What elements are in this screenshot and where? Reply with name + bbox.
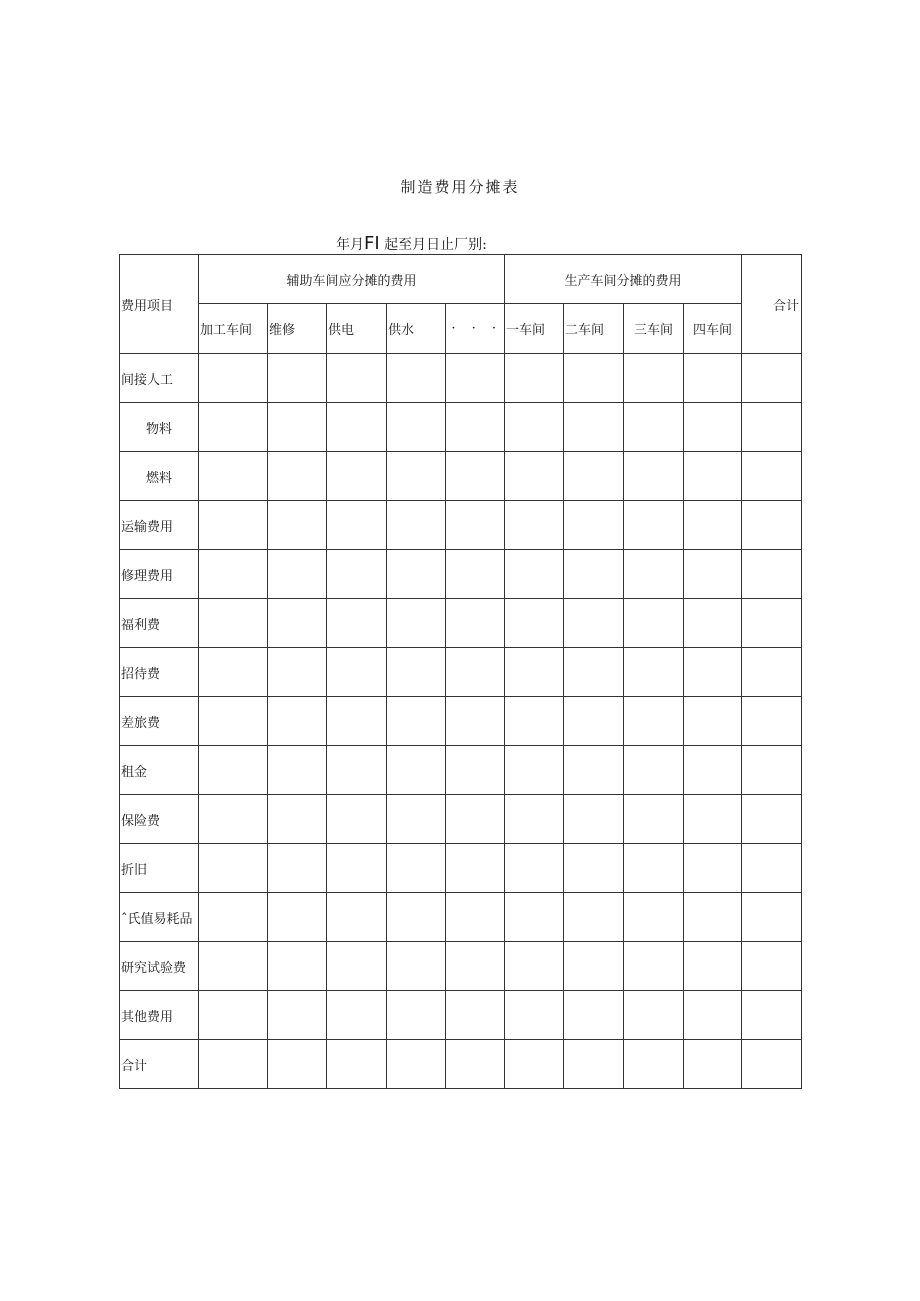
table-cell (505, 844, 564, 893)
table-cell (327, 403, 387, 452)
row-label: 保险费 (120, 795, 199, 844)
table-row (120, 599, 802, 648)
table-cell (742, 844, 802, 893)
table-cell (268, 599, 327, 648)
table-row (120, 1040, 802, 1089)
table-cell (268, 354, 327, 403)
table-cell (684, 697, 742, 746)
table-cell (268, 403, 327, 452)
table-cell (199, 550, 268, 599)
table-row (120, 354, 802, 403)
table-row (120, 403, 802, 452)
table-cell (327, 991, 387, 1040)
date-factory-line (336, 233, 487, 254)
header-prod-col: 二车间 (564, 304, 624, 354)
table-cell (564, 599, 624, 648)
table-cell (742, 991, 802, 1040)
header-prod-col: 一车间 (505, 304, 564, 354)
row-label: 其他费用 (120, 991, 199, 1040)
table-cell (684, 648, 742, 697)
row-label: 差旅费 (120, 697, 199, 746)
table-cell (684, 746, 742, 795)
table-cell (742, 354, 802, 403)
table-cell (327, 1040, 387, 1089)
table-cell (268, 501, 327, 550)
table-cell (624, 501, 684, 550)
table-cell (446, 354, 505, 403)
table-cell (199, 844, 268, 893)
table-cell (624, 550, 684, 599)
table-cell (327, 697, 387, 746)
table-cell (268, 1040, 327, 1089)
table-cell (327, 550, 387, 599)
table-cell (446, 746, 505, 795)
table-cell (564, 648, 624, 697)
table-cell (199, 648, 268, 697)
table-cell (327, 648, 387, 697)
table-cell (624, 893, 684, 942)
table-cell (387, 354, 446, 403)
table-cell (505, 991, 564, 1040)
table-cell (684, 844, 742, 893)
table-cell (742, 452, 802, 501)
table-cell (684, 991, 742, 1040)
header-aux-col: · · · (446, 304, 505, 354)
table-cell (505, 942, 564, 991)
table-cell (387, 1040, 446, 1089)
document-title: 制造费用分摊表 (400, 178, 520, 196)
table-cell (446, 795, 505, 844)
table-row (120, 550, 802, 599)
table-cell (684, 452, 742, 501)
table-cell (199, 991, 268, 1040)
table-cell (446, 697, 505, 746)
table-cell (684, 599, 742, 648)
table-cell (564, 403, 624, 452)
table-cell (387, 942, 446, 991)
table-row (120, 991, 802, 1040)
table-row (120, 844, 802, 893)
table-cell (387, 648, 446, 697)
table-cell (327, 844, 387, 893)
row-label: 间接人工 (120, 354, 199, 403)
table-cell (199, 501, 268, 550)
table-cell (564, 452, 624, 501)
table-cell (268, 550, 327, 599)
table-cell (564, 550, 624, 599)
table-cell (446, 648, 505, 697)
table-cell (268, 697, 327, 746)
table-row (120, 452, 802, 501)
table-cell (564, 795, 624, 844)
table-cell (624, 599, 684, 648)
row-label: 租金 (120, 746, 199, 795)
table-cell (268, 942, 327, 991)
table-cell (684, 403, 742, 452)
row-label: ˆ氏值易耗品 (120, 893, 199, 942)
table-cell (624, 942, 684, 991)
table-cell (199, 697, 268, 746)
table-cell (327, 501, 387, 550)
table-cell (505, 354, 564, 403)
table-cell (268, 746, 327, 795)
table-cell (446, 844, 505, 893)
table-cell (684, 942, 742, 991)
table-cell (742, 697, 802, 746)
header-aux-col: 供电 (327, 304, 387, 354)
table-row (120, 795, 802, 844)
table-cell (327, 893, 387, 942)
table-cell (268, 844, 327, 893)
table-cell (387, 893, 446, 942)
header-aux-col: 加工车间 (199, 304, 268, 354)
table-cell (505, 697, 564, 746)
table-cell (742, 1040, 802, 1089)
table-cell (327, 452, 387, 501)
table-row (120, 746, 802, 795)
row-label: 福利费 (120, 599, 199, 648)
table-cell (387, 844, 446, 893)
table-cell (742, 795, 802, 844)
row-label: 合计 (120, 1040, 199, 1089)
table-cell (505, 893, 564, 942)
table-cell (199, 893, 268, 942)
table-cell (199, 452, 268, 501)
table-cell (624, 452, 684, 501)
date-suffix: 起至月日止厂别: (384, 237, 487, 253)
table-row (120, 893, 802, 942)
row-label: 物料 (120, 403, 199, 452)
header-item: 费用项目 (120, 255, 199, 354)
table-row (120, 501, 802, 550)
table-cell (268, 893, 327, 942)
row-label: 研究试验费 (120, 942, 199, 991)
row-label: 运输费用 (120, 501, 199, 550)
table-row (120, 648, 802, 697)
table-cell (564, 501, 624, 550)
table-cell (624, 697, 684, 746)
table-cell (742, 501, 802, 550)
table-cell (564, 354, 624, 403)
table-cell (564, 746, 624, 795)
table-row (120, 942, 802, 991)
header-aux-col: 供水 (387, 304, 446, 354)
table-cell (564, 942, 624, 991)
table-cell (327, 599, 387, 648)
date-mark: FI (364, 233, 380, 254)
header-prod-col: 四车间 (684, 304, 742, 354)
table-cell (387, 697, 446, 746)
table-cell (742, 746, 802, 795)
table-cell (684, 1040, 742, 1089)
table-cell (446, 893, 505, 942)
table-cell (742, 893, 802, 942)
table-cell (505, 599, 564, 648)
table-cell (446, 550, 505, 599)
row-label: 招待费 (120, 648, 199, 697)
table-cell (387, 452, 446, 501)
table-cell (446, 501, 505, 550)
table-cell (564, 1040, 624, 1089)
header-aux-group: 辅助车间应分摊的费用 (199, 255, 505, 304)
table-cell (624, 844, 684, 893)
header-prod-col: 三车间 (624, 304, 684, 354)
table-cell (505, 795, 564, 844)
table-cell (199, 599, 268, 648)
table-cell (446, 599, 505, 648)
table-cell (387, 403, 446, 452)
table-cell (199, 942, 268, 991)
table-cell (505, 403, 564, 452)
table-cell (624, 1040, 684, 1089)
table-cell (446, 403, 505, 452)
table-cell (684, 550, 742, 599)
table-cell (446, 1040, 505, 1089)
table-cell (199, 795, 268, 844)
table-cell (387, 550, 446, 599)
table-cell (327, 942, 387, 991)
table-cell (742, 942, 802, 991)
header-prod-group: 生产车间分摊的费用 (505, 255, 742, 304)
table-cell (624, 991, 684, 1040)
table-cell (505, 501, 564, 550)
table-cell (199, 746, 268, 795)
table-cell (387, 991, 446, 1040)
table-cell (268, 648, 327, 697)
table-cell (387, 501, 446, 550)
table-cell (624, 354, 684, 403)
table-cell (327, 354, 387, 403)
table-cell (684, 354, 742, 403)
table-cell (624, 403, 684, 452)
table-cell (387, 746, 446, 795)
table-cell (742, 648, 802, 697)
row-label: 燃料 (120, 452, 199, 501)
row-label: 折旧 (120, 844, 199, 893)
allocation-table (119, 254, 802, 1089)
table-cell (505, 452, 564, 501)
table-cell (199, 403, 268, 452)
table-cell (327, 795, 387, 844)
table-cell (564, 991, 624, 1040)
header-aux-col: 维修 (268, 304, 327, 354)
table-cell (624, 795, 684, 844)
table-cell (268, 795, 327, 844)
table-cell (387, 795, 446, 844)
table-cell (446, 991, 505, 1040)
table-cell (327, 746, 387, 795)
table-cell (505, 648, 564, 697)
table-cell (564, 697, 624, 746)
date-prefix: 年月 (336, 237, 364, 253)
table-cell (564, 893, 624, 942)
table-cell (505, 1040, 564, 1089)
table-cell (199, 354, 268, 403)
table-cell (684, 501, 742, 550)
table-cell (624, 746, 684, 795)
table-cell (505, 550, 564, 599)
table-cell (742, 550, 802, 599)
table-cell (742, 403, 802, 452)
table-cell (564, 844, 624, 893)
table-body (120, 354, 802, 1089)
header-total: 合计 (742, 255, 802, 354)
table-cell (684, 893, 742, 942)
table-cell (199, 1040, 268, 1089)
table-cell (446, 942, 505, 991)
table-cell (684, 795, 742, 844)
row-label: 修理费用 (120, 550, 199, 599)
table-row (120, 697, 802, 746)
table-cell (268, 991, 327, 1040)
table-cell (268, 452, 327, 501)
table-cell (387, 599, 446, 648)
table-cell (505, 746, 564, 795)
table-cell (624, 648, 684, 697)
table-cell (446, 452, 505, 501)
table-cell (742, 599, 802, 648)
